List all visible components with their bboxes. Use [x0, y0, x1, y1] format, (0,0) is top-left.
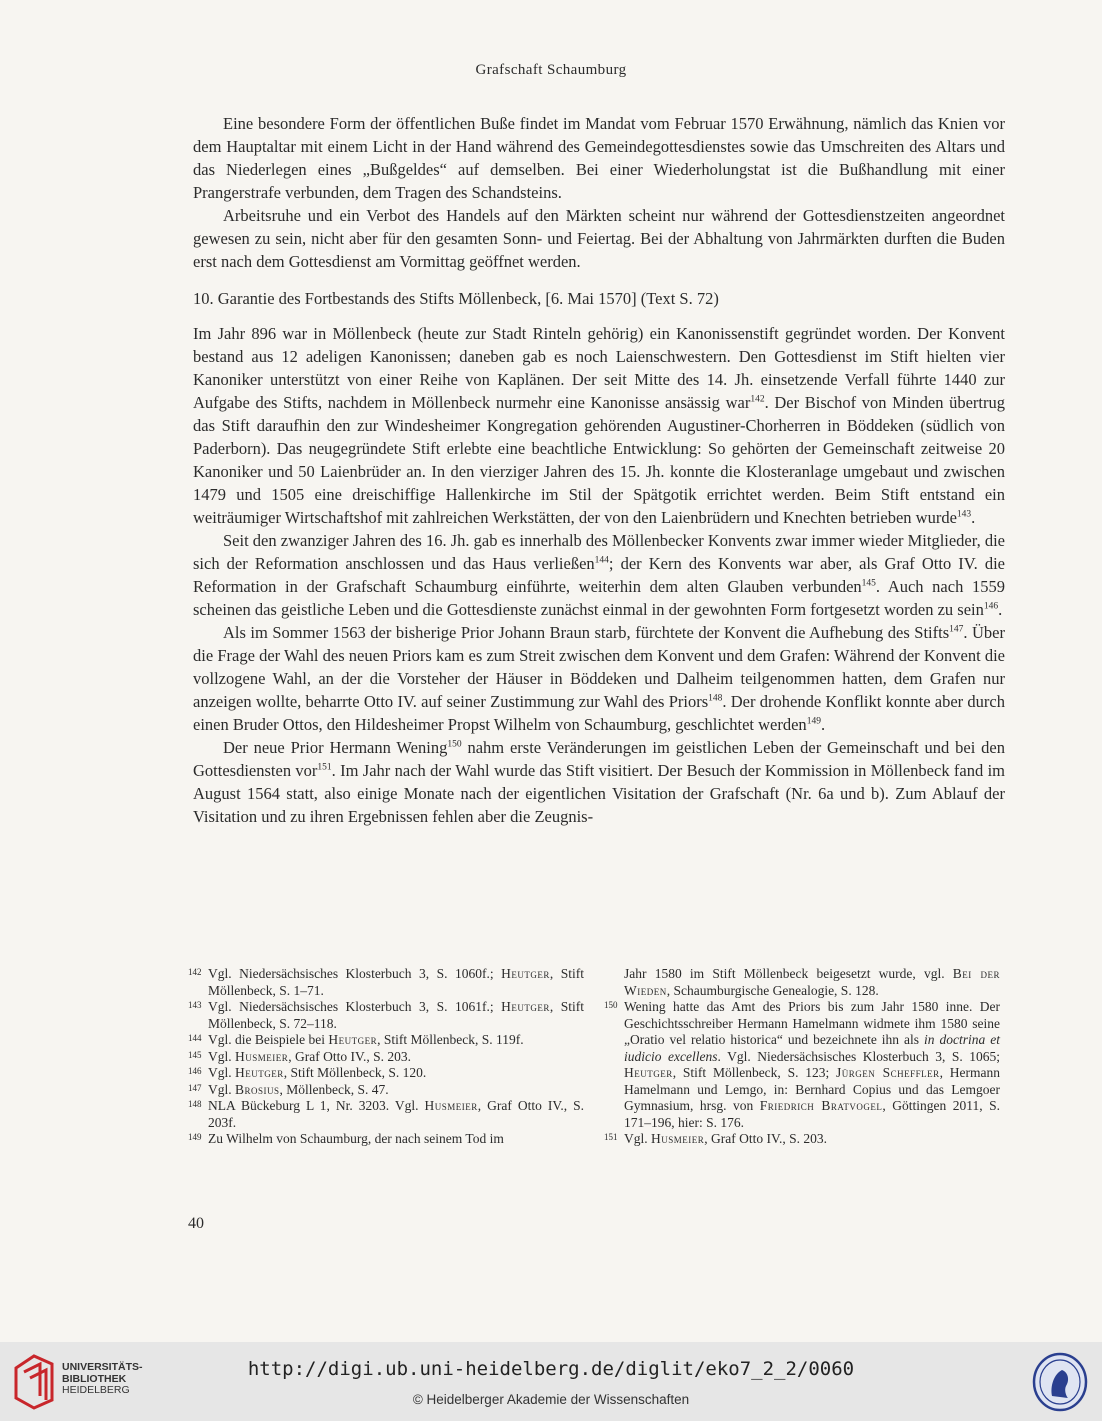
footnote-ref[interactable]: 146 — [983, 601, 999, 612]
footnote-ref[interactable]: 149 — [806, 716, 821, 727]
footnote-151: 151 Vgl. Husmeier, Graf Otto IV., S. 203. — [604, 1131, 828, 1146]
footnotes — [188, 966, 1000, 1148]
paragraph-sunday-rest: Arbeitsruhe und ein Verbot des Handels auf den Märkten scheint nur während der Gottesdienstzeiten angeordnet gewesen zu sein, nicht aber für den gesamten Sonn- und Feiertag. Bei der Abhaltung von Jahrmärkten durften die Buden erst nach dem Gottesdienst am Vormittag geöffnet werden. — [193, 206, 1005, 271]
footnote-146: 146 Vgl. Heutger, Stift Möllenbeck, S. 120. — [188, 1065, 427, 1080]
footnote-143: 143 Vgl. Niedersächsisches Klosterbuch 3, S. 1061f.; Heutger, Stift Möllenbeck, S. 72–118. — [188, 999, 584, 1031]
page-number: 40 — [188, 1215, 204, 1232]
paragraph-penance: Eine besondere Form der öffentlichen Buße findet im Mandat vom Februar 1570 Erwähnung, nämlich das Knien vor dem Hauptaltar mit einem Licht in der Hand während des Gemeindegottesdienstes sowie das Umschreiten des Altars und das Niederlegen eines „Bußgeldes“ auf demselben. Bei einer Wiederholungstat ist die Bußhandlung mit einer Prangerstrafe verbunden, dem Tragen des Schandsteins. — [193, 114, 1005, 202]
footnote-ref[interactable]: 147 — [949, 624, 964, 635]
footnote-149: 149 Zu Wilhelm von Schaumburg, der nach seinem Tod im — [188, 1131, 504, 1146]
paragraph-reformation: Seit den zwanziger Jahren des 16. Jh. gab es innerhalb des Möllenbecker Konvents zwar immer wieder Mitglieder, die sich der Reformation anschlossen und das Haus verließen$^{144}$; der Kern des Konvents war aber, als Graf Otto IV. die Reformation in der Grafschaft Schaumburg einführte, weiterhin dem alten Glauben verbunden$^{145}$. Auch nach 1559 scheinen das geistliche Leben und die Gottesdienste zunächst einmal in der gewohnten Form fortgesetzt worden zu sein$^{146}$. — [193, 531, 1005, 619]
paragraph-prior-election: Als im Sommer 1563 der bisherige Prior Johann Braun starb, fürchtete der Konvent die Aufhebung des Stifts$^{147}$. Über die Frage der Wahl des neuen Priors kam es zum Streit zwischen dem Konvent und dem Grafen: Während der Konvent die vollzogene Wahl, an der die Vorsteher der Häuser in Böddeken und Dalheim teilgenommen hatten, dem Grafen nur anzeigen wollte, beharrte Otto IV. auf seiner Zustimmung zur Wahl des Priors$^{148}$. Der drohende Konflikt konnte aber durch einen Bruder Ottos, den Hildesheimer Propst Wilhelm von Schaumburg, geschlichtet werden$^{149}$. — [193, 623, 1006, 734]
footnote-ref[interactable]: 142 — [750, 394, 765, 405]
footnote-ref[interactable]: 143 — [956, 509, 972, 520]
footnotes-right-column — [604, 966, 1000, 1148]
paragraph-history: Im Jahr 896 war in Möllenbeck (heute zur Stadt Rinteln gehörig) ein Kanonissenstift gegründet worden. Der Konvent bestand aus 12 adeligen Kanonissen; daneben gab es noch Laienschwestern. Den Gottesdienst im Stift hielten vier Kanoniker unterstützt von einer Reihe von Kaplänen. Der seit Mitte des 14. Jh. einsetzende Verfall führte 1440 zur Aufgabe des Stifts, nachdem in Möllenbeck nurmehr eine Kanonisse ansässig war$^{142}$. Der Bischof von Minden übertrug das Stift daraufhin den zur Windesheimer Kongregation gehörenden Augustiner-Chorherren in Böddeken (südlich von Paderborn). Das neugegründete Stift erlebte eine beachtliche Entwicklung: So gehörten der Gemeinschaft zeitweise 20 Kanoniker und 50 Laienbrüder an. In den vierziger Jahren des 15. Jh. konnte die Klosteranlage umgebaut und zwischen 1479 und 1505 eine dreischiffige Hallenkirche im Stil der Spätgotik errichtet werden. Beim Stift entstand ein weiträumiger Wirtschaftshof mit zahlreichen Werkstätten, der von den Laienbrüdern und Knechten betrieben wurde$^{143}$. — [193, 324, 1005, 527]
section-heading: 10. Garantie des Fortbestands des Stifts Möllenbeck, [6. Mai 1570] (Text S. 72) — [193, 289, 719, 308]
footnote-ref[interactable]: 150 — [447, 739, 462, 750]
footnote-147: 147 Vgl. Brosius, Möllenbeck, S. 47. — [188, 1081, 389, 1097]
footnote-145: 145 Vgl. Husmeier, Graf Otto IV., S. 203. — [188, 1048, 412, 1064]
footnote-ref[interactable]: 144 — [594, 555, 609, 566]
library-name[interactable]: UNIVERSITÄTS- BIBLIOTHEK HEIDELBERG — [62, 1361, 143, 1396]
footnote-150: 150 Wening hatte das Amt des Priors bis zum Jahr 1580 inne. Der Geschichtsschreiber Hermann Hamelmann widmete ihm 1580 seine „Oratio vel relatio historica“ und bezeichnete ihn als in doctrina et iudicio excellens. Vgl. Niedersächsisches Klosterbuch 3, S. 1065; Heutger, Stift Möllenbeck, S. 123; Jürgen Scheffler, Hermann Hamelmann und Lemgo, in: Bernhard Copius und das Lemgoer Gymnasium, hrsg. von Friedrich Bratvogel, Göttingen 2011, S. 171–196, hier: S. 176. — [604, 999, 1000, 1130]
footnotes-left-column — [188, 966, 584, 1148]
running-title: Grafschaft Schaumburg — [475, 62, 627, 78]
footnote-ref[interactable]: 145 — [861, 578, 876, 589]
footnote-149-continued: Jahr 1580 im Stift Möllenbeck beigesetzt wurde, vgl. Bei der Wieden, Schaumburgische Genealogie, S. 128. — [624, 966, 1000, 998]
footnote-ref[interactable]: 151 — [317, 762, 332, 773]
footnote-142: 142 Vgl. Niedersächsisches Klosterbuch 3, S. 1060f.; Heutger, Stift Möllenbeck, S. 1–71. — [188, 966, 584, 998]
copyright-notice: © Heidelberger Akademie der Wissenschaften — [412, 1392, 690, 1407]
academy-seal-icon[interactable] — [1032, 1352, 1088, 1412]
paragraph-wening: Der neue Prior Hermann Wening$^{150}$ nahm erste Veränderungen im geistlichen Leben der Gemeinschaft und bei den Gottesdiensten vor$^{151}$. Im Jahr nach der Wahl wurde das Stift visitiert. Der Besuch der Kommission in Möllenbeck fand im August 1564 statt, also einige Monate nach der eigentlichen Visitation der Grafschaft (Nr. 6a und b). Zum Ablauf der Visitation und zu ihren Ergebnissen fehlen aber die Zeugnis- — [193, 738, 1006, 826]
main-text — [193, 112, 1005, 828]
footnote-148: 148 NLA Bückeburg L 1, Nr. 3203. Vgl. Husmeier, Graf Otto IV., S. 203f. — [188, 1098, 584, 1130]
viewer-footer — [0, 1342, 1102, 1421]
footnote-144: 144 Vgl. die Beispiele bei Heutger, Stift Möllenbeck, S. 119f. — [188, 1032, 524, 1047]
permalink-url[interactable]: http://digi.ub.uni-heidelberg.de/diglit/eko7_2_2/0060 — [247, 1358, 855, 1380]
footnote-ref[interactable]: 148 — [708, 693, 723, 704]
